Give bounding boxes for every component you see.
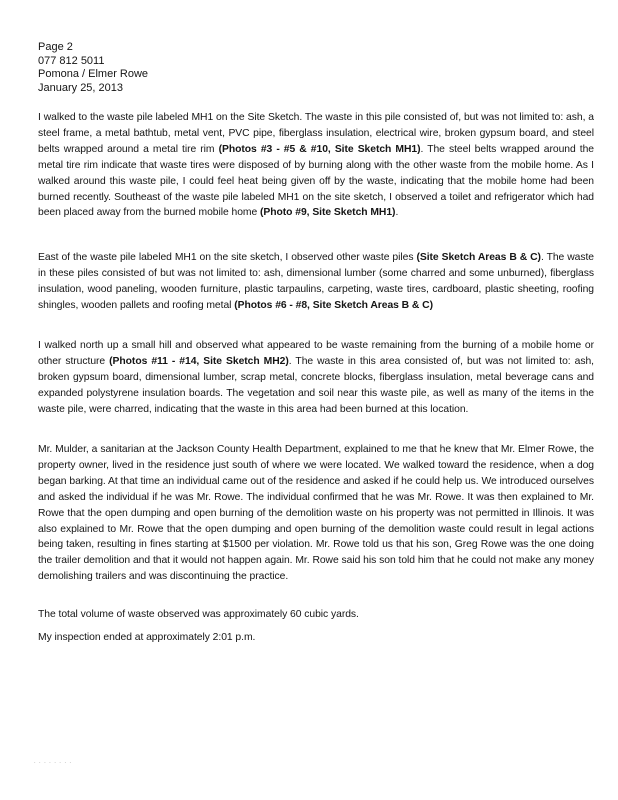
bold-reference: (Photos #11 - #14, Site Sketch MH2) bbox=[109, 355, 289, 367]
text-run: . The waste in this area consisted of, but was not limited to: ash, broken gypsum board, dimensional lumber, scrap metal, concrete blocks, fiberglass insulation, metal beverage cans and expanded polystyrene insulation boards. The vegetation and soil near this waste pile, as well as many of the items in the waste pile, were charred, indicating that the waste in this area had been burned at this location. bbox=[38, 355, 594, 415]
bold-reference: (Photos #3 - #5 & #10, Site Sketch MH1) bbox=[218, 143, 421, 155]
paragraph-waste-pile-mh1 bbox=[38, 110, 594, 221]
paragraph-inspection-end bbox=[38, 630, 594, 646]
report-date: January 25, 2013 bbox=[38, 81, 124, 94]
bold-reference: (Site Sketch Areas B & C) bbox=[416, 252, 541, 263]
site-location: Pomona / Elmer Rowe bbox=[38, 68, 149, 80]
document-id: 077 812 5011 bbox=[38, 54, 105, 67]
page-number: Page 2 bbox=[38, 41, 73, 53]
paragraph-total-volume bbox=[38, 607, 594, 623]
text-run: I walked to the waste pile labeled MH1 on the Site Sketch. The waste in this pile consisted of, but was not limited to: ash, a steel frame, a metal bathtub, metal vent, PVC pipe, fiberglass insulation, electrical wire, broken gypsum board, and steel belts wrapped around a metal tire rim bbox=[38, 112, 594, 155]
text-run: The total volume of waste observed was approximately 60 cubic yards. bbox=[38, 609, 359, 620]
letter-header bbox=[38, 41, 148, 95]
text-run: I walked north up a small hill and observed what appeared to be waste remaining from the burning of a mobile home or other structure bbox=[38, 340, 594, 367]
bold-reference: (Photos #6 - #8, Site Sketch Areas B & C) bbox=[234, 299, 433, 311]
text-run: Mr. Mulder, a sanitarian at the Jackson County Health Department, explained to me that he knew that Mr. Elmer Rowe, the property owner, lived in the residence just south of where we were located. We walked toward the residence, when a dog began barking. At that time an individual came out of the residence and asked if he could help us. We introduced ourselves and asked the individual if he was Mr. Rowe. The individual confirmed that he was Mr. Rowe. It was then explained to Mr. Rowe that the open dumping and open burning of the demolition waste on his property was not permitted in Illinois. It was also explained to Mr. Rowe that the open dumping and open burning of the demolition waste could result in legal actions being taken, resulting in fines starting at $1500 per violation. Mr. Rowe told us that his son, Greg Rowe was the one doing the trailer demolition and that it would not happen again. Mr. Rowe said his son told him that he could not make any money demolishing trailers and was discontinuing the practice. bbox=[38, 444, 594, 583]
text-run: . The steel belts wrapped around the metal tire rim indicate that waste tires were disposed of by burning along with the other waste from the mobile home. As I walked around this waste pile, I could feel heat being given off by the waste, indicating that the mobile home had been burned recently. Southeast of the waste pile labeled MH1 on the site sketch, I observed a toilet and refrigerator which had been placed away from the burned mobile home bbox=[38, 143, 594, 219]
footer-mark: · · · · · · · · bbox=[34, 760, 73, 766]
paragraph-waste-piles-b-c bbox=[38, 250, 594, 314]
text-run: . The waste in these piles consisted of but was not limited to: ash, dimensional lumber (some charred and some unburned), fiberglass insulation, wood paneling, wooden furniture, plastic tarpaulins, carpeting, waste tires, cardboard, plastic sheeting, roofing shingles, wooden pallets and roofing metal bbox=[38, 252, 595, 311]
bold-reference: (Photo #9, Site Sketch MH1) bbox=[260, 207, 396, 219]
paragraph-owner-conversation bbox=[38, 442, 594, 585]
text-run: East of the waste pile labeled MH1 on the site sketch, I observed other waste piles bbox=[38, 252, 417, 263]
text-run: My inspection ended at approximately 2:01 p.m. bbox=[38, 632, 256, 643]
paragraph-waste-mh2 bbox=[38, 338, 594, 418]
text-run: . bbox=[395, 207, 399, 219]
